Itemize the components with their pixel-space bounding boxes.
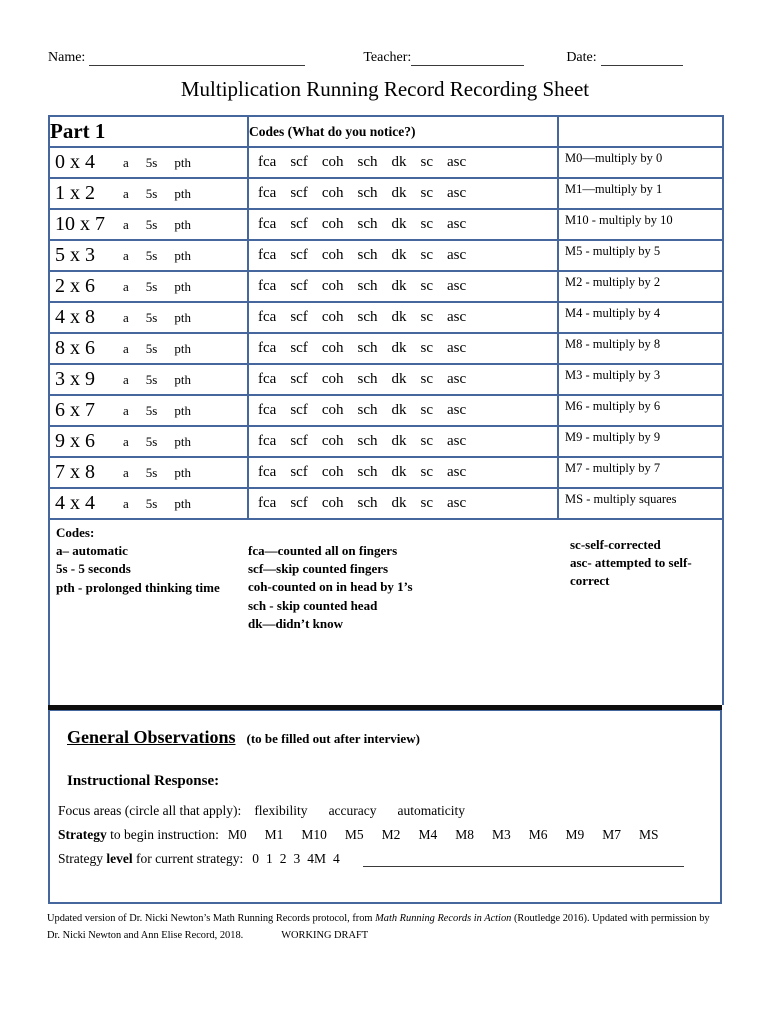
code-option-scf[interactable]: scf — [290, 278, 308, 294]
level-label-rest: for current strategy: — [132, 851, 244, 866]
problem-cell — [49, 364, 248, 395]
code-option-fca[interactable]: fca — [258, 402, 277, 418]
code-option-asc[interactable]: asc — [446, 371, 467, 387]
problem-row — [49, 426, 723, 457]
code-option-sch[interactable]: sch — [357, 278, 378, 294]
problem-cell — [49, 333, 248, 364]
code-option-sch[interactable]: sch — [357, 185, 378, 201]
timing-option-5s[interactable]: 5s — [145, 154, 158, 170]
note-cell — [558, 488, 723, 519]
date-field-group — [566, 50, 682, 66]
timing-option-pth[interactable]: pth — [174, 340, 191, 356]
strategy-note: M0—multiply by 0 — [565, 151, 663, 165]
legend-column-corrections — [570, 524, 716, 633]
timing-option-5s[interactable]: 5s — [145, 278, 158, 294]
code-option-scf[interactable]: scf — [290, 464, 308, 480]
footer-credit — [47, 911, 740, 944]
timing-option-pth[interactable]: pth — [174, 309, 191, 325]
code-option-sch[interactable]: sch — [357, 247, 378, 263]
level-option-4M[interactable]: 4M — [307, 851, 326, 866]
level-option-3[interactable]: 3 — [293, 851, 301, 866]
page-title: Multiplication Running Record Recording Sheet — [180, 77, 590, 101]
code-option-sc[interactable]: sc — [420, 216, 433, 232]
timing-option-5s[interactable]: 5s — [145, 371, 158, 387]
note-cell — [558, 364, 723, 395]
focus-options — [254, 803, 486, 819]
codes-cell — [248, 364, 558, 395]
code-option-dk[interactable]: dk — [391, 185, 407, 201]
code-option-scf[interactable]: scf — [290, 185, 308, 201]
code-option-sc[interactable]: sc — [420, 340, 433, 356]
code-option-sch[interactable]: sch — [357, 340, 378, 356]
code-option-scf[interactable]: scf — [290, 402, 308, 418]
problem-cell — [49, 426, 248, 457]
code-option-fca[interactable]: fca — [258, 278, 277, 294]
code-option-dk[interactable]: dk — [391, 371, 407, 387]
code-option-sch[interactable]: sch — [357, 402, 378, 418]
code-option-coh[interactable]: coh — [321, 247, 344, 263]
timing-option-a[interactable]: a — [123, 185, 129, 201]
legend-item: 5s - 5 seconds — [56, 561, 131, 577]
problem-row — [49, 364, 723, 395]
code-option-sc[interactable]: sc — [420, 278, 433, 294]
strategy-option-M5[interactable]: M5 — [344, 827, 364, 842]
problem-label: 5 x 3 — [55, 244, 95, 266]
problem-row — [49, 302, 723, 333]
legend-title: Codes: — [56, 525, 95, 540]
code-option-dk[interactable]: dk — [391, 216, 407, 232]
code-option-scf[interactable]: scf — [290, 154, 308, 170]
code-option-sc[interactable]: sc — [420, 464, 433, 480]
code-option-asc[interactable]: asc — [446, 216, 467, 232]
problem-cell — [49, 147, 248, 178]
timing-option-pth[interactable]: pth — [174, 247, 191, 263]
timing-option-5s[interactable]: 5s — [145, 309, 158, 325]
strategy-option-M4[interactable]: M4 — [418, 827, 438, 842]
level-option-0[interactable]: 0 — [252, 851, 259, 866]
name-input-line[interactable] — [89, 51, 305, 66]
codes-cell — [248, 333, 558, 364]
timing-option-a[interactable]: a — [123, 309, 129, 325]
code-option-asc[interactable]: asc — [446, 464, 467, 480]
legend-item: pth - prolonged thinking time — [56, 579, 220, 595]
code-option-sch[interactable]: sch — [357, 216, 378, 232]
teacher-field-group — [363, 50, 524, 66]
code-option-coh[interactable]: coh — [321, 340, 344, 356]
strategy-note: M9 - multiply by 9 — [565, 430, 661, 444]
problem-cell — [49, 240, 248, 271]
problem-row — [49, 488, 723, 519]
footer-line2 — [47, 928, 740, 945]
observations-subtitle: (to be filled out after interview) — [246, 731, 420, 746]
instructional-response-label: Instructional Response: — [67, 773, 220, 789]
code-option-sch[interactable]: sch — [357, 495, 378, 511]
code-option-fca[interactable]: fca — [258, 433, 277, 449]
recording-table — [48, 115, 724, 705]
code-option-fca[interactable]: fca — [258, 216, 277, 232]
problem-label: 7 x 8 — [55, 461, 95, 483]
note-cell — [558, 240, 723, 271]
code-option-sc[interactable]: sc — [420, 433, 433, 449]
strategy-level-line — [58, 851, 706, 867]
legend-item: coh-counted on in head by 1’s — [248, 579, 413, 595]
code-option-dk[interactable]: dk — [391, 340, 407, 356]
code-option-fca[interactable]: fca — [258, 154, 277, 170]
codes-cell — [248, 147, 558, 178]
code-option-asc[interactable]: asc — [446, 340, 467, 356]
code-option-dk[interactable]: dk — [391, 154, 407, 170]
note-cell — [558, 426, 723, 457]
problem-label: 1 x 2 — [55, 182, 95, 204]
codes-cell — [248, 240, 558, 271]
problem-row — [49, 457, 723, 488]
timing-option-pth[interactable]: pth — [174, 278, 191, 294]
problem-cell — [49, 302, 248, 333]
code-option-sc[interactable]: sc — [420, 154, 433, 170]
timing-option-5s[interactable]: 5s — [145, 464, 158, 480]
legend-item: a– automatic — [56, 543, 128, 559]
note-cell — [558, 302, 723, 333]
note-cell — [558, 209, 723, 240]
focus-option-automaticity[interactable]: automaticity — [397, 803, 466, 818]
code-option-sc[interactable]: sc — [420, 247, 433, 263]
codes-cell — [248, 209, 558, 240]
problem-cell — [49, 395, 248, 426]
note-cell — [558, 457, 723, 488]
timing-option-pth[interactable]: pth — [174, 185, 191, 201]
strategy-option-MS[interactable]: MS — [639, 827, 659, 842]
code-option-scf[interactable]: scf — [290, 371, 308, 387]
note-cell — [558, 178, 723, 209]
focus-option-flexibility[interactable]: flexibility — [254, 803, 308, 818]
problem-label: 10 x 7 — [55, 213, 105, 235]
problem-label: 9 x 6 — [55, 430, 95, 452]
code-option-dk[interactable]: dk — [391, 433, 407, 449]
timing-option-pth[interactable]: pth — [174, 402, 191, 418]
date-input-line[interactable] — [601, 51, 683, 66]
teacher-label: Teacher: — [363, 50, 412, 65]
strategy-option-M10[interactable]: M10 — [301, 827, 327, 842]
code-option-sch[interactable]: sch — [357, 433, 378, 449]
legend-item: sc-self-corrected — [570, 537, 661, 552]
code-option-dk[interactable]: dk — [391, 278, 407, 294]
name-label: Name: — [48, 50, 86, 65]
footer-line1 — [47, 911, 740, 928]
code-option-scf[interactable]: scf — [290, 216, 308, 232]
problem-cell — [49, 457, 248, 488]
footer-line1-post: (Routledge 2016). Updated with permission by — [511, 913, 710, 924]
level-label-pre: Strategy — [58, 851, 107, 866]
code-option-coh[interactable]: coh — [321, 495, 344, 511]
problem-label: 2 x 6 — [55, 275, 95, 297]
codes-cell — [248, 178, 558, 209]
timing-option-5s[interactable]: 5s — [145, 185, 158, 201]
strategy-label-bold: Strategy — [58, 827, 107, 842]
timing-option-a[interactable]: a — [123, 340, 129, 356]
problem-row — [49, 271, 723, 302]
code-option-scf[interactable]: scf — [290, 340, 308, 356]
code-option-coh[interactable]: coh — [321, 402, 344, 418]
code-option-coh[interactable]: coh — [321, 216, 344, 232]
timing-option-5s[interactable]: 5s — [145, 495, 158, 511]
date-label: Date: — [566, 50, 597, 65]
timing-option-pth[interactable]: pth — [174, 154, 191, 170]
strategy-label-rest: to begin instruction: — [106, 827, 219, 842]
problem-cell — [49, 209, 248, 240]
strategy-line — [58, 827, 706, 843]
strategy-note: M10 - multiply by 10 — [565, 213, 673, 227]
footer-book-title: Math Running Records in Action — [375, 913, 512, 924]
problem-row — [49, 178, 723, 209]
timing-option-pth[interactable]: pth — [174, 371, 191, 387]
observations-title: General Observations — [67, 727, 236, 747]
strategy-option-M7[interactable]: M7 — [602, 827, 622, 842]
problem-row — [49, 240, 723, 271]
timing-option-pth[interactable]: pth — [174, 495, 191, 511]
focus-areas-line — [58, 803, 706, 819]
codes-cell — [248, 426, 558, 457]
strategy-note: MS - multiply squares — [565, 492, 677, 506]
timing-option-a[interactable]: a — [123, 371, 129, 387]
code-option-asc[interactable]: asc — [446, 309, 467, 325]
code-option-sc[interactable]: sc — [420, 185, 433, 201]
code-option-asc[interactable]: asc — [446, 154, 467, 170]
note-cell — [558, 271, 723, 302]
problem-cell — [49, 178, 248, 209]
strategy-option-M6[interactable]: M6 — [528, 827, 548, 842]
problem-row — [49, 333, 723, 364]
code-option-fca[interactable]: fca — [258, 495, 277, 511]
note-cell — [558, 147, 723, 178]
strategy-option-M2[interactable]: M2 — [381, 827, 401, 842]
code-option-scf[interactable]: scf — [290, 495, 308, 511]
footer-line2-text: Dr. Nicki Newton and Ann Elise Record, 2018. — [47, 929, 244, 941]
code-option-asc[interactable]: asc — [446, 185, 467, 201]
code-option-fca[interactable]: fca — [258, 309, 277, 325]
code-option-coh[interactable]: coh — [321, 433, 344, 449]
strategy-note: M2 - multiply by 2 — [565, 275, 661, 289]
timing-option-a[interactable]: a — [123, 495, 129, 511]
problem-label: 4 x 4 — [55, 492, 95, 514]
code-option-asc[interactable]: asc — [446, 278, 467, 294]
code-option-dk[interactable]: dk — [391, 309, 407, 325]
codes-cell — [248, 302, 558, 333]
observations-title-line — [67, 727, 706, 748]
level-label-bold: level — [106, 851, 133, 866]
problem-label: 3 x 9 — [55, 368, 95, 390]
table-header-row — [49, 116, 723, 147]
timing-option-a[interactable]: a — [123, 464, 129, 480]
code-option-asc[interactable]: asc — [446, 402, 467, 418]
timing-option-5s[interactable]: 5s — [145, 433, 158, 449]
legend-item: sch - skip counted head — [248, 597, 378, 613]
problem-cell — [49, 271, 248, 302]
teacher-input-line[interactable] — [411, 51, 524, 66]
level-option-4[interactable]: 4 — [332, 851, 340, 866]
notes-column-header-empty — [558, 116, 723, 147]
timing-option-pth[interactable]: pth — [174, 433, 191, 449]
strategy-level-input-line[interactable] — [363, 852, 684, 867]
code-option-dk[interactable]: dk — [391, 464, 407, 480]
code-option-asc[interactable]: asc — [446, 433, 467, 449]
codes-column-header: Codes (What do you notice?) — [248, 116, 558, 147]
general-observations-section — [48, 710, 722, 904]
code-option-dk[interactable]: dk — [391, 247, 407, 263]
legend-item: scf—skip counted fingers — [248, 561, 389, 577]
footer-line1-pre: Updated version of Dr. Nicki Newton’s Math Running Records protocol, from — [47, 913, 376, 924]
note-cell — [558, 333, 723, 364]
strategy-option-M9[interactable]: M9 — [565, 827, 585, 842]
timing-option-5s[interactable]: 5s — [145, 216, 158, 232]
code-option-sc[interactable]: sc — [420, 371, 433, 387]
legend-column-timing — [56, 524, 248, 633]
code-option-scf[interactable]: scf — [290, 309, 308, 325]
strategy-option-M1[interactable]: M1 — [264, 827, 284, 842]
strategy-option-M8[interactable]: M8 — [455, 827, 474, 842]
code-option-coh[interactable]: coh — [321, 371, 344, 387]
code-option-sch[interactable]: sch — [357, 371, 378, 387]
strategy-note: M3 - multiply by 3 — [565, 368, 661, 382]
strategy-note: M6 - multiply by 6 — [565, 399, 661, 413]
timing-option-a[interactable]: a — [123, 433, 129, 449]
code-option-fca[interactable]: fca — [258, 185, 277, 201]
header-fields — [48, 50, 722, 66]
code-option-sch[interactable]: sch — [357, 154, 378, 170]
strategy-note: M4 - multiply by 4 — [565, 306, 661, 320]
code-option-dk[interactable]: dk — [391, 402, 407, 418]
strategy-note: M1—multiply by 1 — [565, 182, 663, 196]
timing-option-pth[interactable]: pth — [174, 464, 191, 480]
codes-cell — [248, 457, 558, 488]
problem-row — [49, 209, 723, 240]
problem-label: 0 x 4 — [55, 151, 95, 173]
focus-option-accuracy[interactable]: accuracy — [328, 803, 377, 818]
legend-cell — [49, 519, 723, 705]
focus-areas-label: Focus areas (circle all that apply): — [58, 803, 242, 818]
timing-option-5s[interactable]: 5s — [145, 340, 158, 356]
code-option-sch[interactable]: sch — [357, 464, 378, 480]
strategy-note: M5 - multiply by 5 — [565, 244, 661, 258]
codes-legend — [50, 520, 722, 633]
code-option-scf[interactable]: scf — [290, 247, 308, 263]
timing-option-a[interactable]: a — [123, 247, 129, 263]
strategy-option-M0[interactable]: M0 — [227, 827, 247, 842]
code-option-fca[interactable]: fca — [258, 371, 277, 387]
code-option-fca[interactable]: fca — [258, 340, 277, 356]
strategy-options — [228, 827, 677, 843]
level-option-1[interactable]: 1 — [265, 851, 273, 866]
code-option-asc[interactable]: asc — [446, 247, 467, 263]
problem-label: 4 x 8 — [55, 306, 95, 328]
code-option-asc[interactable]: asc — [446, 495, 467, 511]
part-label: Part 1 — [49, 116, 248, 147]
timing-option-pth[interactable]: pth — [174, 216, 191, 232]
timing-option-a[interactable]: a — [123, 402, 129, 418]
note-cell — [558, 395, 723, 426]
legend-item: dk—didn’t know — [248, 615, 344, 631]
timing-option-a[interactable]: a — [123, 216, 129, 232]
problem-cell — [49, 488, 248, 519]
level-options — [252, 851, 347, 867]
code-option-coh[interactable]: coh — [321, 154, 344, 170]
strategy-note: M8 - multiply by 8 — [565, 337, 661, 351]
codes-cell — [248, 395, 558, 426]
timing-option-5s[interactable]: 5s — [145, 402, 158, 418]
legend-row — [49, 519, 723, 705]
legend-item: asc- attempted to self-correct — [570, 555, 692, 589]
strategy-option-M3[interactable]: M3 — [491, 827, 511, 842]
codes-cell — [248, 271, 558, 302]
timing-option-a[interactable]: a — [123, 278, 129, 294]
code-option-fca[interactable]: fca — [258, 464, 277, 480]
code-option-coh[interactable]: coh — [321, 464, 344, 480]
code-option-sc[interactable]: sc — [420, 309, 433, 325]
strategy-note: M7 - multiply by 7 — [565, 461, 661, 475]
level-option-2[interactable]: 2 — [279, 851, 287, 866]
timing-option-a[interactable]: a — [123, 154, 129, 170]
problem-row — [49, 395, 723, 426]
code-option-coh[interactable]: coh — [321, 185, 344, 201]
code-option-scf[interactable]: scf — [290, 433, 308, 449]
legend-item: fca—counted all on fingers — [248, 543, 398, 558]
timing-option-5s[interactable]: 5s — [145, 247, 158, 263]
name-field-group — [48, 50, 305, 66]
legend-column-strategies — [248, 524, 570, 633]
code-option-dk[interactable]: dk — [391, 495, 407, 511]
code-option-coh[interactable]: coh — [321, 309, 344, 325]
problem-label: 6 x 7 — [55, 399, 95, 421]
working-draft-label: WORKING DRAFT — [281, 929, 369, 941]
code-option-sch[interactable]: sch — [357, 309, 378, 325]
problem-row — [49, 147, 723, 178]
code-option-fca[interactable]: fca — [258, 247, 277, 263]
problem-label: 8 x 6 — [55, 337, 95, 359]
code-option-sc[interactable]: sc — [420, 495, 433, 511]
code-option-coh[interactable]: coh — [321, 278, 344, 294]
codes-cell — [248, 488, 558, 519]
code-option-sc[interactable]: sc — [420, 402, 433, 418]
